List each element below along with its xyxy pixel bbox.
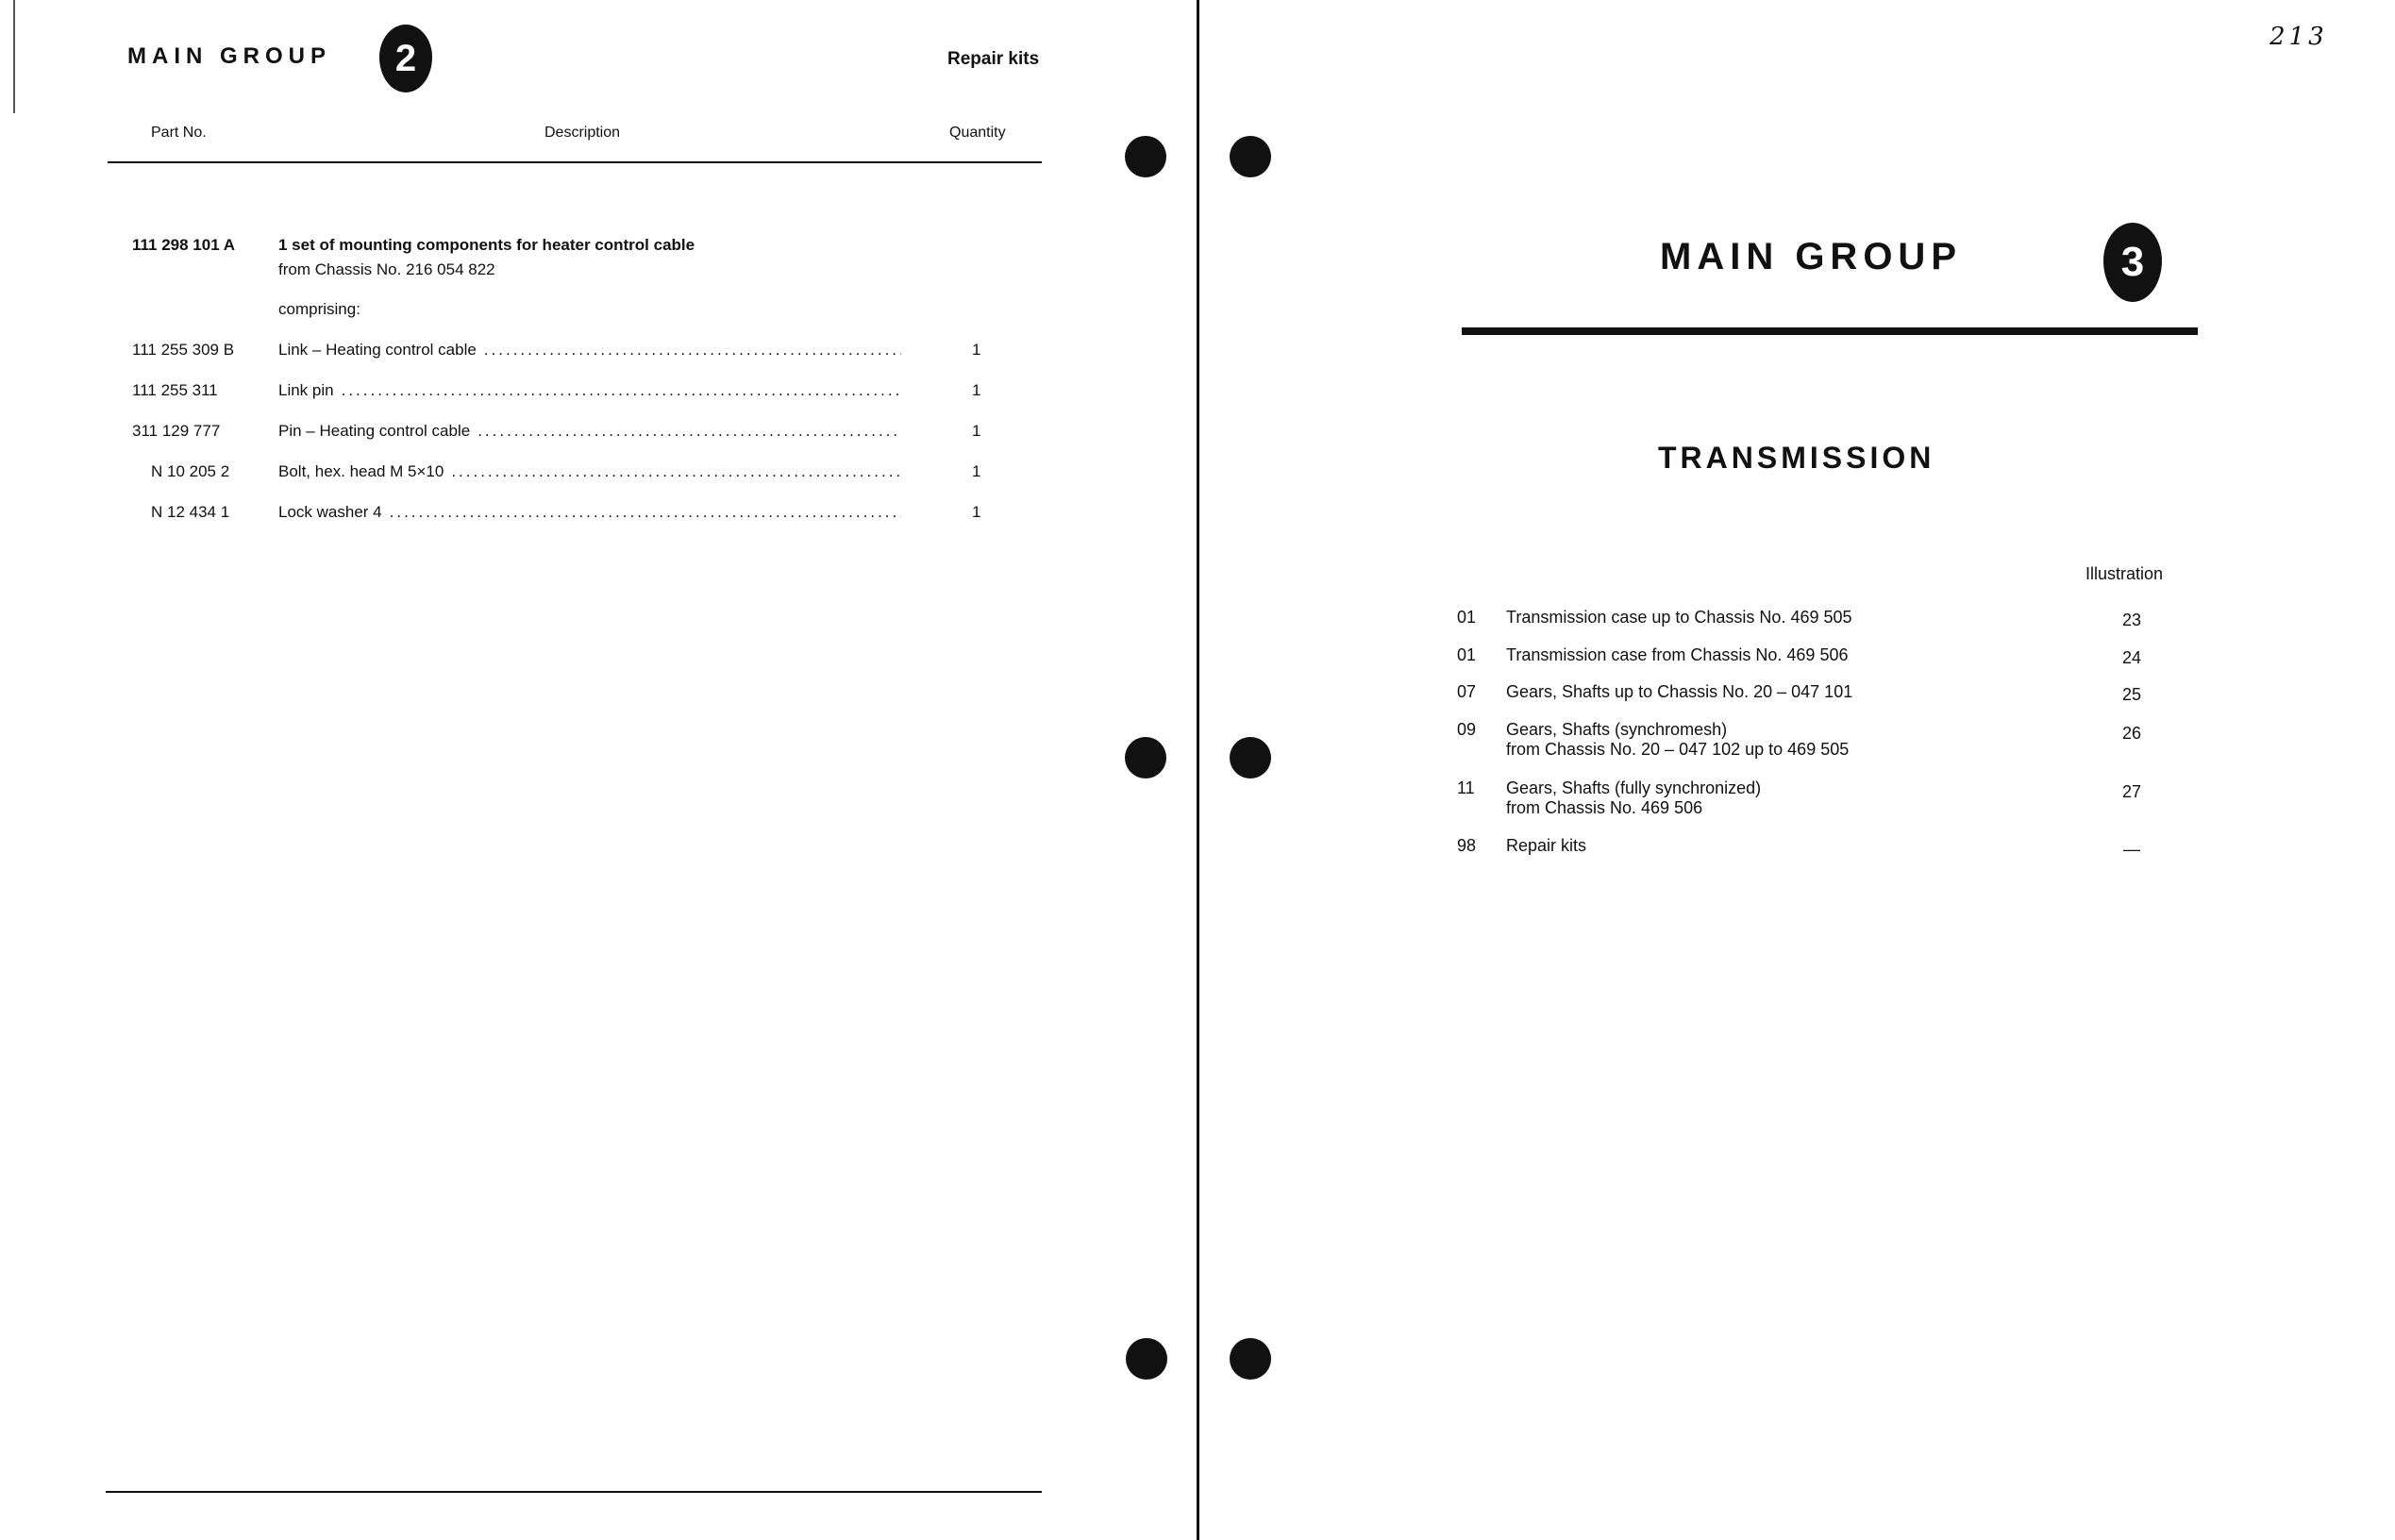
part-quantity: 1: [972, 503, 981, 521]
item-description: [1506, 682, 1852, 702]
item-line-1: Gears, Shafts (fully synchronized): [1506, 778, 1762, 797]
part-description: Bolt, hex. head M 5×10: [278, 462, 444, 480]
contents-list: [1457, 0, 2231, 1540]
item-illustration: 26: [2121, 724, 2142, 743]
item-number: 11: [1457, 778, 1475, 797]
group-number: 3: [2120, 239, 2145, 285]
part-description-wrap: [278, 341, 901, 360]
kit-title: 1 set of mounting components for heater control cable: [278, 236, 695, 254]
part-description: Link pin: [278, 381, 334, 399]
binder-hole: [1230, 1338, 1271, 1380]
leader-dots: [477, 422, 901, 441]
part-number: N 12 434 1: [151, 503, 230, 521]
column-header-quantity: Quantity: [949, 125, 1006, 141]
header-rule: [108, 161, 1042, 163]
kit-subtitle: from Chassis No. 216 054 822: [278, 260, 495, 278]
contents-item[interactable]: [1457, 720, 2231, 762]
leader-dots: [451, 462, 901, 481]
item-description: [1506, 608, 1852, 628]
part-description: Pin – Heating control cable: [278, 422, 471, 440]
part-description-wrap: [278, 422, 901, 441]
binder-hole: [1230, 136, 1271, 177]
column-header-part-no: Part No.: [151, 125, 207, 141]
main-group-label: MAIN GROUP: [1660, 236, 1962, 277]
item-line-1: Gears, Shafts (synchromesh): [1506, 720, 1728, 739]
item-description: [1506, 720, 1849, 760]
kit-part-no: 111 298 101 A: [132, 236, 236, 254]
part-number: N 10 205 2: [151, 462, 230, 480]
leader-dots: [390, 503, 901, 522]
section-label: Repair kits: [947, 49, 1040, 69]
binder-hole: [1230, 737, 1271, 778]
part-description-wrap: [278, 381, 901, 400]
item-illustration: 27: [2121, 782, 2142, 801]
contents-item[interactable]: [1457, 682, 2231, 724]
part-row: [0, 503, 1038, 531]
item-description: [1506, 778, 1761, 818]
item-number: 01: [1457, 645, 1477, 664]
part-row: [0, 381, 1038, 410]
contents-item[interactable]: [1457, 836, 2231, 878]
item-line-1: Transmission case from Chassis No. 469 506: [1506, 645, 1849, 664]
part-row: [0, 422, 1038, 450]
binder-hole: [1125, 136, 1166, 177]
binder-hole: [1126, 1338, 1167, 1380]
item-description: [1506, 836, 1586, 856]
contents-item[interactable]: [1457, 778, 2231, 820]
part-number: 111 255 309 B: [132, 341, 235, 359]
part-row: [0, 341, 1038, 369]
binder-hole: [1125, 737, 1166, 778]
item-line-1: Repair kits: [1506, 836, 1587, 855]
item-illustration: 24: [2121, 648, 2142, 667]
illustration-header: Illustration: [2085, 564, 2164, 583]
item-line-1: Transmission case up to Chassis No. 469 505: [1506, 608, 1852, 627]
group-number: 2: [394, 37, 417, 79]
part-description: Lock washer 4: [278, 503, 382, 521]
footer-rule: [106, 1491, 1042, 1493]
item-illustration: 23: [2121, 611, 2142, 629]
part-quantity: 1: [972, 422, 981, 440]
part-row: [0, 462, 1038, 491]
item-line-2: from Chassis No. 469 506: [1506, 798, 1703, 817]
item-description: [1506, 645, 1848, 665]
leader-dots: [484, 341, 901, 360]
item-number: 01: [1457, 608, 1477, 627]
part-description-wrap: [278, 462, 901, 481]
section-title: TRANSMISSION: [1658, 441, 1935, 475]
contents-item[interactable]: [1457, 608, 2231, 649]
item-line-2: from Chassis No. 20 – 047 102 up to 469 505: [1506, 740, 1850, 759]
contents-item[interactable]: [1457, 645, 2231, 687]
part-description: Link – Heating control cable: [278, 341, 477, 359]
part-number: 311 129 777: [132, 422, 221, 440]
item-number: 09: [1457, 720, 1477, 739]
item-illustration: 25: [2121, 685, 2142, 704]
scan-edge-left: [13, 0, 15, 113]
main-group-label: MAIN GROUP: [127, 43, 331, 69]
page-number: 213: [2269, 23, 2328, 51]
group-badge: [379, 25, 432, 92]
item-line-1: Gears, Shafts up to Chassis No. 20 – 047 101: [1506, 682, 1853, 701]
part-quantity: 1: [972, 462, 981, 480]
kit-comprising: comprising:: [278, 300, 360, 318]
left-page: [0, 0, 1197, 1540]
part-quantity: 1: [972, 341, 981, 359]
right-page: [1199, 0, 2395, 1540]
part-description-wrap: [278, 503, 901, 522]
item-illustration: —: [2123, 840, 2140, 859]
leader-dots: [342, 381, 901, 400]
item-number: 07: [1457, 682, 1477, 701]
part-quantity: 1: [972, 381, 981, 399]
part-number: 111 255 311: [132, 381, 218, 399]
column-header-description: Description: [544, 125, 621, 141]
item-number: 98: [1457, 836, 1477, 855]
